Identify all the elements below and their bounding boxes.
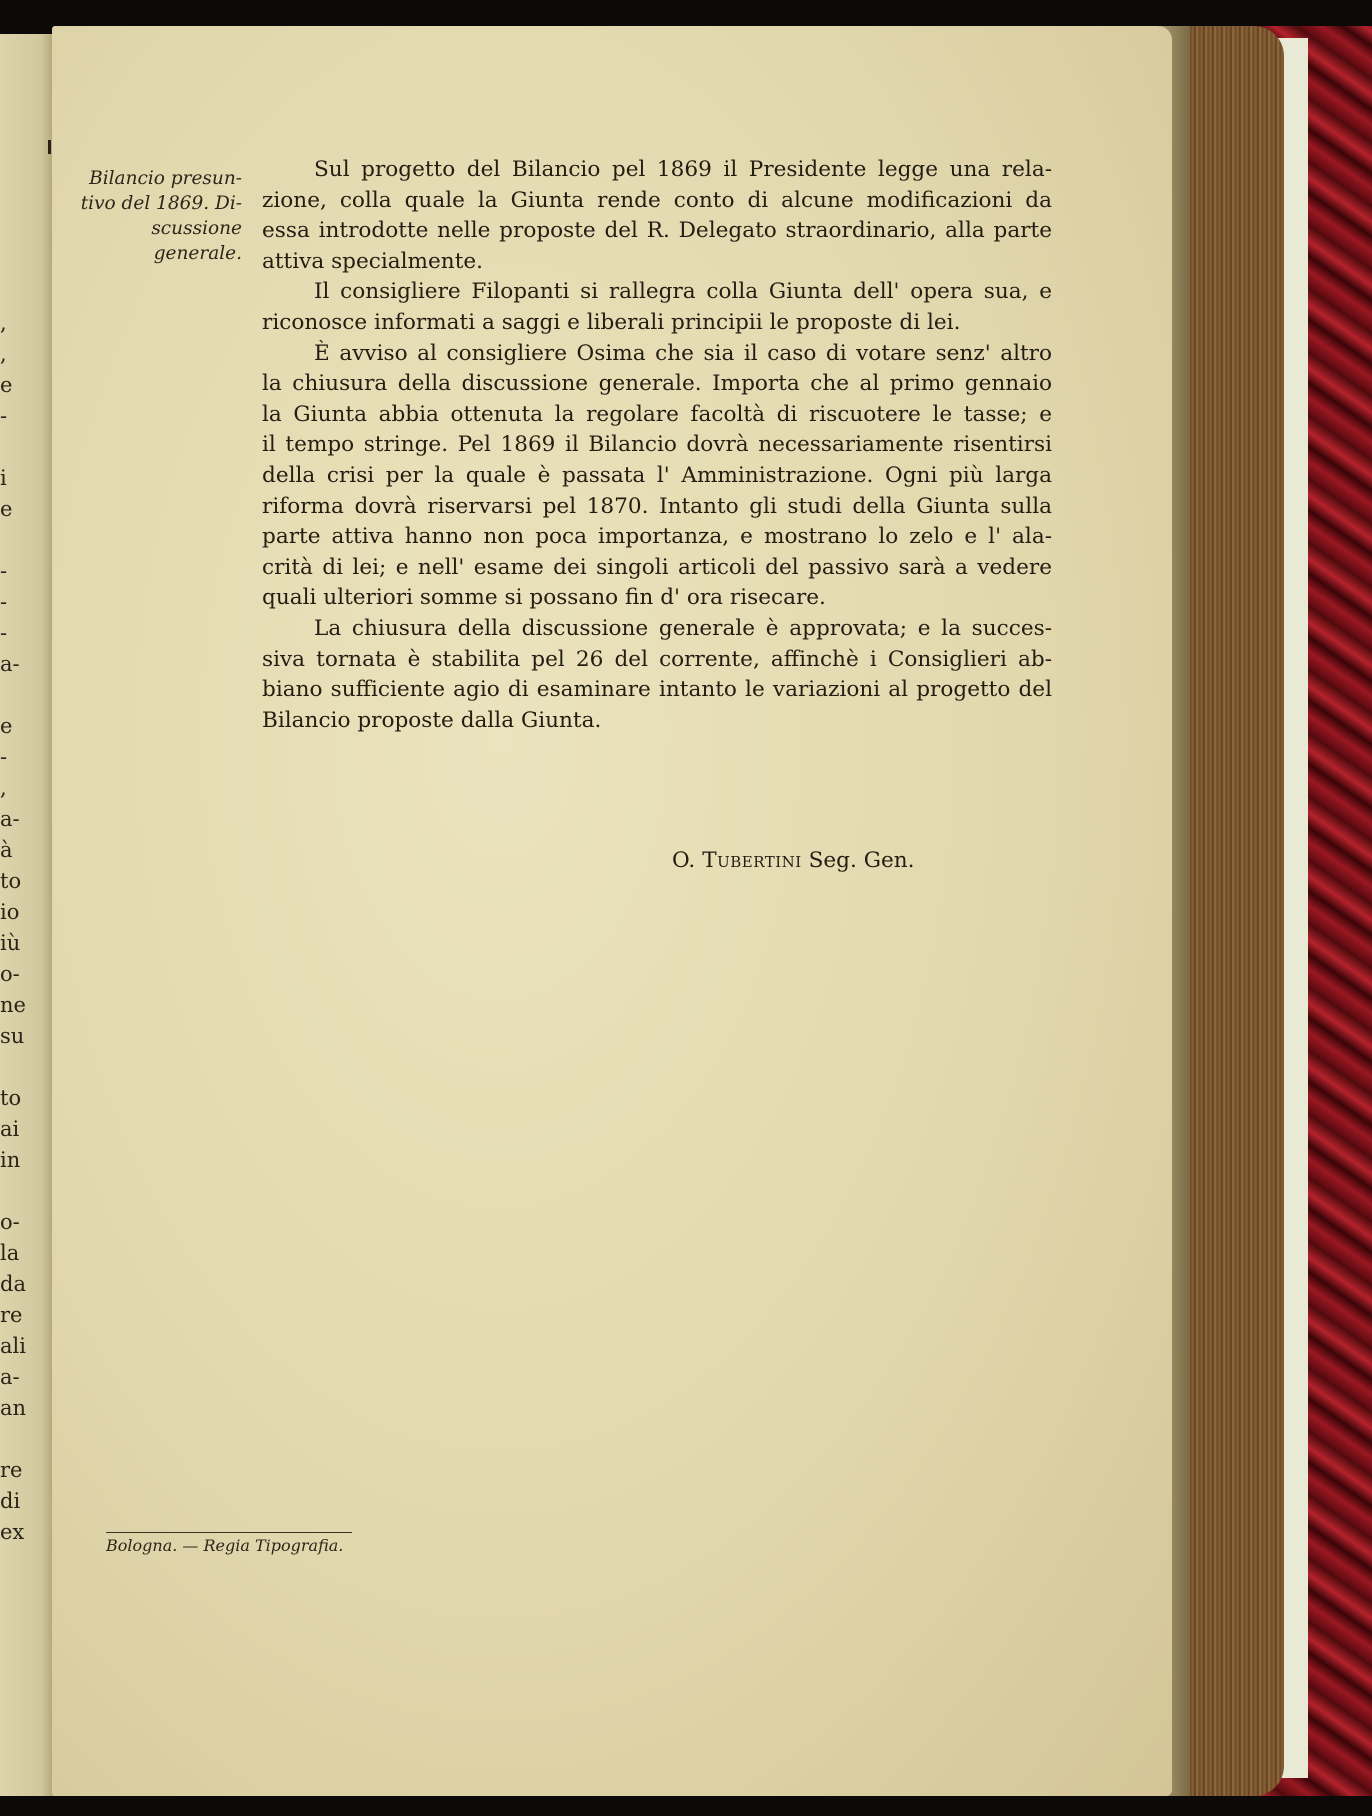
left-page-fragment: io — [0, 900, 20, 924]
paragraph — [262, 277, 1052, 338]
left-page-fragment: a- — [0, 652, 20, 676]
signature-title: Seg. Gen. — [808, 848, 915, 873]
left-page-sliver — [0, 34, 58, 1796]
left-page-fragment: à — [0, 838, 13, 862]
text-line: siva tornata è stabilita pel 26 del corrente, affinchè i Consiglieri ab- — [262, 646, 1052, 672]
left-page-fragment: e — [0, 497, 13, 521]
left-page-fragment: e — [0, 714, 13, 738]
text-line: quali ulteriori somme si possano fin d' ora risecare. — [262, 585, 826, 611]
text-line: Bilancio proposte dalla Giunta. — [262, 707, 602, 733]
left-page-fragment — [0, 525, 58, 556]
text-line: zione, colla quale la Giunta rende conto di alcune modificazioni da — [262, 187, 1052, 213]
left-page-fragment — [0, 432, 58, 463]
marginal-note — [70, 166, 242, 266]
text-line: riconosce informati a saggi e liberali principii le proposte di lei. — [262, 309, 961, 335]
left-page-fragment: - — [0, 404, 8, 428]
left-page-fragment: , — [0, 776, 7, 800]
left-page-fragment: da — [0, 1272, 26, 1296]
text-line: della crisi per la quale è passata l' Amministrazione. Ogni più larga — [262, 462, 1052, 488]
left-page-fragment — [0, 184, 58, 215]
left-page-fragment: o- — [0, 962, 20, 986]
left-page-fragment: - — [0, 559, 8, 583]
left-page-fragment: iù — [0, 931, 21, 955]
left-page-fragment: e — [0, 373, 13, 397]
text-line: È avviso al consigliere Osima che sia il caso di votare senz' altro — [314, 340, 1052, 366]
left-page-fragment: , — [0, 311, 7, 335]
margin-mark — [48, 140, 51, 154]
text-line: la chiusura della discussione generale. Importa che al primo gennaio — [262, 371, 1052, 397]
left-page-fragment — [0, 1424, 58, 1455]
text-line: essa introdotte nelle proposte del R. Delegato straordinario, alla parte — [262, 218, 1052, 244]
left-page-fragment — [0, 1052, 58, 1083]
left-page-fragment: - — [0, 745, 8, 769]
left-page-fragment: la — [0, 1241, 20, 1265]
marginal-note-line: scussione generale. — [151, 218, 242, 264]
text-line: Il consigliere Filopanti si rallegra colla Giunta dell' opera sua, e — [314, 279, 1052, 305]
left-page-fragment: ali — [0, 1334, 26, 1358]
left-page-fragments — [0, 184, 58, 1548]
paragraph — [262, 614, 1052, 736]
left-page-fragment: a- — [0, 1365, 20, 1389]
left-page-fragment: to — [0, 869, 22, 893]
left-page-fragment: i — [0, 466, 7, 490]
text-line: la Giunta abbia ottenuta la regolare facoltà di riscuotere le tasse; e — [262, 401, 1052, 427]
signature — [672, 848, 915, 873]
left-page-fragment: ai — [0, 1117, 20, 1141]
left-page-fragment: in — [0, 1148, 21, 1172]
text-line: Sul progetto del Bilancio pel 1869 il Presidente legge una rela- — [314, 157, 1052, 182]
text-line: il tempo stringe. Pel 1869 il Bilancio dovrà necessariamente risentirsi — [262, 432, 1052, 458]
left-page-fragment — [0, 1176, 58, 1207]
left-page-fragment: o- — [0, 1210, 20, 1234]
left-page-fragment: re — [0, 1303, 23, 1327]
left-page-fragment: ne — [0, 993, 26, 1017]
left-page-fragment: ex — [0, 1520, 25, 1544]
left-page-fragment — [0, 680, 58, 711]
printer-imprint: Bologna. — Regia Tipografia. — [106, 1532, 352, 1555]
text-line: La chiusura della discussione generale è approvata; e la succes- — [314, 615, 1052, 641]
left-page-fragment — [0, 277, 58, 308]
left-page-fragment: , — [0, 342, 7, 366]
text-line: biano sufficiente agio di esaminare intanto le variazioni al progetto del — [262, 677, 1052, 703]
text-line: attiva specialmente. — [262, 248, 484, 274]
marginal-note-line: tivo del 1869. Di- — [80, 193, 242, 214]
text-line: crità di lei; e nell' esame dei singoli articoli del passivo sarà a vedere — [262, 554, 1052, 580]
text-line: riforma dovrà riservarsi pel 1870. Intanto gli studi della Giunta sulla — [262, 493, 1052, 519]
left-page-fragment: - — [0, 621, 8, 645]
left-page-fragment: an — [0, 1396, 27, 1420]
signature-initial: O. — [672, 848, 696, 873]
left-page-fragment: - — [0, 590, 8, 614]
left-page-fragment: di — [0, 1489, 21, 1513]
left-page-fragment: su — [0, 1024, 25, 1048]
text-line: parte attiva hanno non poca importanza, e mostrano lo zelo e l' ala- — [262, 524, 1052, 550]
paragraph — [262, 339, 1052, 614]
left-page-fragment: re — [0, 1458, 23, 1482]
left-page-fragment: to — [0, 1086, 22, 1110]
signature-name: Tubertini — [702, 848, 802, 873]
left-page-fragment — [0, 215, 58, 246]
paragraph — [262, 155, 1052, 277]
left-page-fragment — [0, 246, 58, 277]
body-text — [262, 155, 1052, 736]
left-page-fragment: a- — [0, 807, 20, 831]
marginal-note-line: Bilancio presun- — [89, 168, 242, 189]
